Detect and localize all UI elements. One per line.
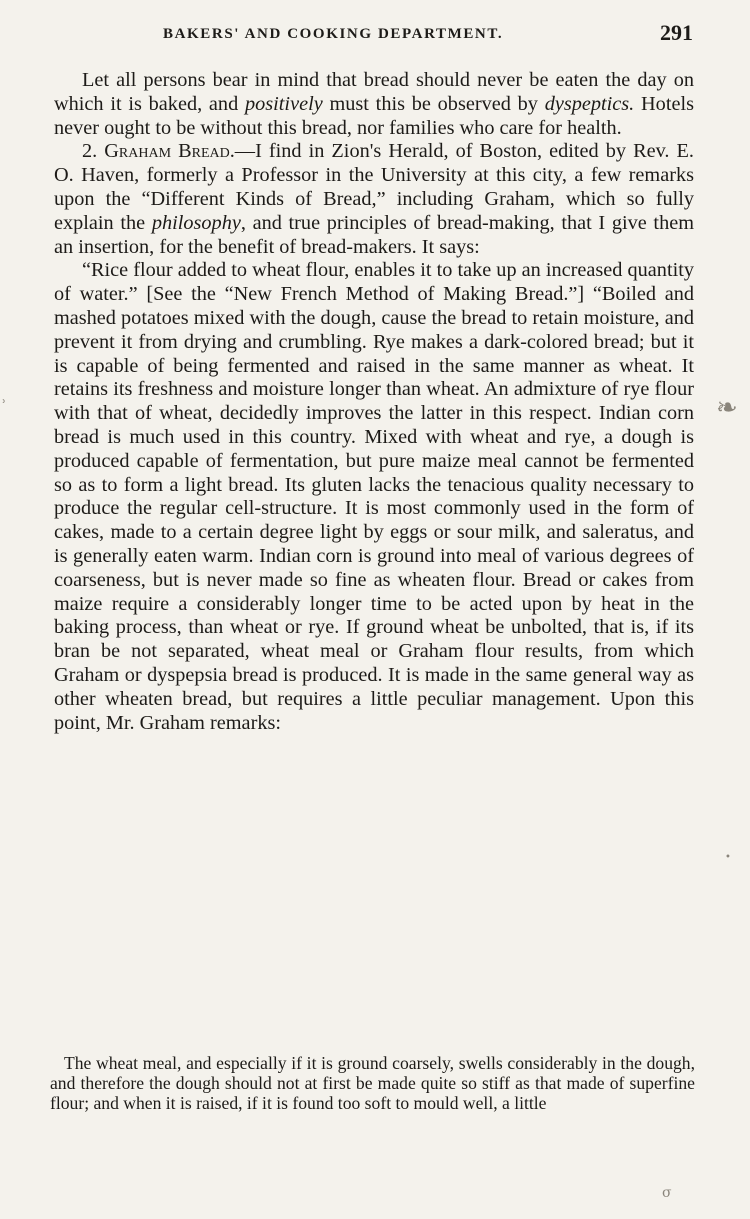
running-head-title: BAKERS' AND COOKING DEPARTMENT.: [163, 26, 504, 42]
italic-emphasis: dyspeptics.: [544, 92, 635, 115]
paragraph-bread-advice: [54, 69, 694, 140]
graham-extract: [50, 1053, 695, 1114]
paragraph-text: —I find in Zion's Herald, of Boston, edited by Rev. E. O. Haven, formerly a Professor in the University at this city, a few remarks upon the “Different Kinds of Bread,” including Graham, which so fully explain the: [54, 140, 695, 234]
paragraph-graham-bread: [54, 140, 694, 259]
paragraph-text: must this be observed by: [322, 92, 545, 115]
paragraph-quoted-remarks: “Rice flour added to wheat flour, enables it to take up an increased quantity of water.” [See the “New French Method of Making Bread.”] “Boiled and mashed potatoes mixed with the dough, cause the bread to retain moisture, and prevent it from drying and crumbling. Rye makes a dark-colored bread; but it is capable of being fermented and raised in the same manner as wheat. It retains its freshness and moisture longer than wheat. An admixture of rye flour with that of wheat, decidedly improves the latter in this respect. Indian corn bread is much used in this country. Mixed with wheat and rye, a dough is produced capable of fermentation, but pure maize meal cannot be fermented so as to form a light bread. Its gluten lacks the tenacious quality necessary to produce the regular cell-structure. It is most commonly used in the form of cakes, made to a certain degree light by eggs or sour milk, and saleratus, and is generally eaten warm. Indian corn is ground into meal of various degrees of coarseness, but is never made so fine as wheaten flour. Bread or cakes from maize require a considerably longer time to be acted upon by heat in the baking process, than wheat or rye. If ground wheat be unbolted, that is, if its bran be not separated, wheat meal or Graham flour results, from which Graham or dyspepsia bread is produced. It is made in the same general way as other wheaten bread, but requires a little peculiar management. Upon this point, Mr. Graham remarks:: [54, 259, 694, 734]
paragraph-text: Let all persons bear in mind that bread should never be eaten the day on which it is baked, and: [54, 69, 694, 115]
margin-mark-icon: •: [725, 852, 731, 863]
margin-mark-icon: σ: [662, 1185, 672, 1201]
body-text: [54, 69, 694, 735]
italic-emphasis: philosophy: [151, 211, 241, 234]
page-number: 291: [660, 20, 693, 45]
section-number: 2.: [82, 140, 105, 163]
extract-paragraph: The wheat meal, and especially if it is ground coarsely, swells considerably in the dough, and therefore the dough should not at first be made quite so stiff as that made of superfine flour; and when it is raised, if it is found too soft to mould well, a little: [50, 1053, 695, 1114]
running-head: [0, 20, 750, 50]
paragraph-text: , and true principles of bread-making, that I give them an insertion, for the benefit of bread-makers. It says:: [54, 211, 694, 258]
margin-mark-icon: ʾ: [2, 398, 7, 414]
section-heading: Graham Bread.: [104, 140, 235, 163]
margin-mark-icon: ❧: [716, 393, 738, 423]
italic-emphasis: positively: [244, 92, 323, 115]
paragraph-text: Hotels never ought to be without this bread, nor families who care for health.: [54, 92, 694, 139]
